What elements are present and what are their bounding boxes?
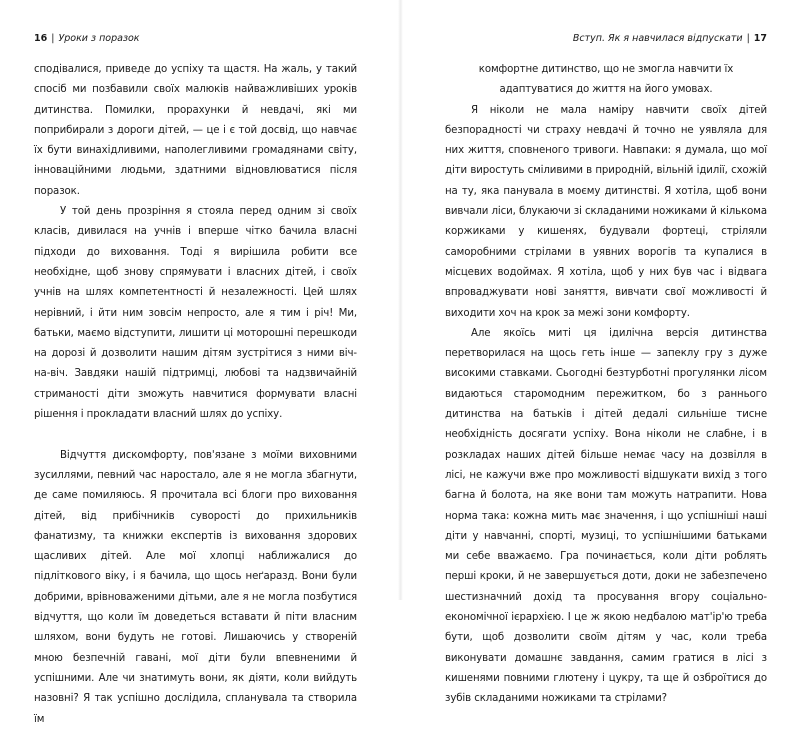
- right-header-separator: |: [746, 33, 750, 44]
- book-gutter: [398, 0, 403, 600]
- right-paragraph-1: комфортне дитинство, що не змогла навчити їх адаптуватися до життя на його умовах.: [478, 64, 734, 96]
- left-running-head: [34, 33, 357, 44]
- right-page-body: [445, 60, 767, 710]
- left-header-separator: |: [51, 33, 55, 44]
- left-page: [34, 0, 357, 725]
- left-paragraph-1: сподівалися, приведе до успіху та щастя. На жаль, у такий спосіб ми позбавили своїх малюків найважливіших уроків дитинства. Помилки, прорахунки й невдачі, які ми поприбирали з дороги дітей, — це і є той досвід, що навчає їх бути винахідливими, наполегливими громадянами світу, інноваційними людьми, здатними відновлюватися після поразок.: [34, 64, 357, 197]
- left-page-number: 16: [34, 33, 48, 44]
- right-header-title: Вступ. Як я навчилася відпускати: [572, 33, 743, 44]
- right-running-head: [445, 33, 767, 44]
- left-header-title: Уроки з поразок: [58, 33, 140, 44]
- right-paragraph-3: Але якоїсь миті ця ідилічна версія дитинства перетворилася на щось геть інше — запеклу гру з дуже високими ставками. Сьогодні безтурботні прогулянки лісом видаються старомодним пережитком, бо з раннього дитинства на батьків і дітей дедалі сильніше тисне необхідність досягати успіху. Вона ніколи не слабне, і в розкладах наших дітей більше немає часу на дозвілля в лісі, не кажучи вже про можливості відшукати вихід з того багна й болота, на яке вони там можуть натрапити. Нова норма така: кожна мить має значення, і що успішніші наші діти у навчанні, спорті, музиці, то успішнішими батьками ми себе вважаємо. Гра починається, коли діти роблять перші кроки, й не завершується доти, доки не забезпечено шестизначний дохід та просування вгору соціально-економічної ієрархією. І це ж якою недбалою мат'ір'ю треба бути, щоб дозволити своїм дітям у час, коли треба виконувати домашнє завдання, самим гратися в лісі з кишенями повними глютену і цукру, та ще й озброїтися до зубів складаними ножиками та стрілами?: [445, 327, 767, 705]
- right-paragraph-2: Я ніколи не мала наміру навчити своїх дітей безпорадності чи страху невдачі й точно не уявляла для них життя, сповненого тривоги. Навпаки: я думала, що мої діти виростуть сміливими в природній, вільній ідилії, схожій на ту, яка панувала в моєму дитинстві. Я хотіла, щоб вони вивчали ліси, блукаючи зі складаними ножиками й кількома коржиками у кишенях, будували фортеці, стріляли саморобними стрілами в уявних ворогів та купалися в місцевих водоймах. Я хотіла, щоб у них був час і відвага впроваджувати нові заняття, вивчати свої можливості й виходити хоч на крок за межі зони комфорту.: [445, 104, 767, 319]
- right-page-number: 17: [753, 33, 767, 44]
- left-page-body: [34, 60, 357, 730]
- left-paragraph-2: У той день прозріння я стояла перед одним зі своїх класів, дивилася на учнів і вперше чітко бачила власні підходи до виховання. Тоді я вирішила робити все необхідне, щоб знову спрямувати і власних дітей, і своїх учнів на шлях компетентності й незалежності. Цей шлях нерівний, і йти ним зовсім непросто, але я тим і річ! Ми, батьки, маємо відступити, лишити ці моторошні перешкоди на дорозі й дозволити нашим дітям зустрітися з ними віч-на-віч. Завдяки нашій підтримці, любові та надзвичайній стриманості діти зможуть навчитися формувати власні рішення і прокладати власний шлях до успіху.: [34, 206, 357, 421]
- right-page: [445, 0, 767, 705]
- left-paragraph-3: Відчуття дискомфорту, пов'язане з моїми виховними зусиллями, певний час наростало, але я не могла збагнути, де саме помиляюсь. Я прочитала всі блоги про виховання дітей, від прибічників суворості до прихильників фанатизму, та книжки експертів із виховання здорових щасливих дітей. Але мої хлопці наближалися до підліткового віку, і я бачила, що щось неґаразд. Вони були добрими, врівноваженими дітьми, але я не могла позбутися відчуття, що коли їм доведеться вставати й піти власним шляхом, вони будуть не готові. Лишаючись у створеній мною безпечній гавані, мої діти були впевненими й успішними. Але чи знатимуть вони, як діяти, коли вийдуть назовні? Я так успішно дослідила, спланувала та створила їм: [34, 449, 357, 725]
